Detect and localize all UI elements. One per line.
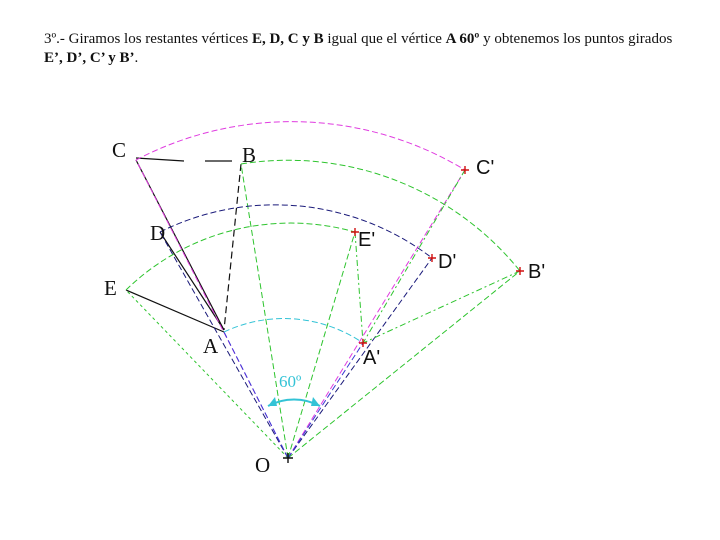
original-polygon <box>126 158 241 332</box>
center-point <box>283 453 293 463</box>
angle-arrow-left <box>268 397 277 406</box>
label-b: B <box>242 143 257 167</box>
marker-c-prime <box>461 166 469 174</box>
angle-label: 60º <box>279 372 302 391</box>
arc-a <box>224 319 363 343</box>
edge-b-prime-a-prime <box>363 271 520 343</box>
radius-o-b <box>241 164 288 458</box>
label-e-prime: E' <box>358 229 376 251</box>
radius-o-e-prime <box>288 232 355 458</box>
caption-vertices: E, D, C y B <box>251 31 324 47</box>
arc-c <box>136 122 465 170</box>
caption-text-3: y obtenemos los puntos girados <box>479 31 673 47</box>
radius-o-b-prime <box>288 271 520 458</box>
caption-text-4: . <box>134 50 139 66</box>
caption-vertex-angle: A 60º <box>445 31 480 47</box>
caption-text-1: 3º.- Giramos los restantes vértices <box>44 31 252 47</box>
marker-d-prime <box>428 254 436 262</box>
edge-d-a <box>160 232 224 330</box>
edge-c-a <box>136 160 224 330</box>
radii-original <box>126 160 288 458</box>
caption-text-2: igual que el vértice <box>323 31 446 47</box>
arc-d <box>160 205 432 258</box>
rotation-arcs <box>126 122 520 343</box>
edge-b-a <box>224 164 241 330</box>
label-c: C <box>112 138 127 162</box>
label-o: O <box>255 453 271 477</box>
radius-o-c-prime <box>288 170 465 458</box>
radii-rotated <box>288 170 520 458</box>
caption-rotated-points: E’, D’, C’ y B’ <box>44 50 135 66</box>
label-a: A <box>203 334 219 358</box>
label-b-prime: B' <box>528 261 546 283</box>
point-labels <box>104 138 545 477</box>
edge-e-a <box>126 290 224 332</box>
label-d: D <box>150 221 166 245</box>
label-a-prime: A' <box>363 347 381 369</box>
label-e: E <box>104 276 117 300</box>
label-d-prime: D' <box>438 251 457 273</box>
edge-c-b <box>136 158 232 161</box>
angle-arrow-right <box>311 397 320 406</box>
label-c-prime: C' <box>476 157 495 179</box>
radius-o-d-prime <box>288 258 432 458</box>
